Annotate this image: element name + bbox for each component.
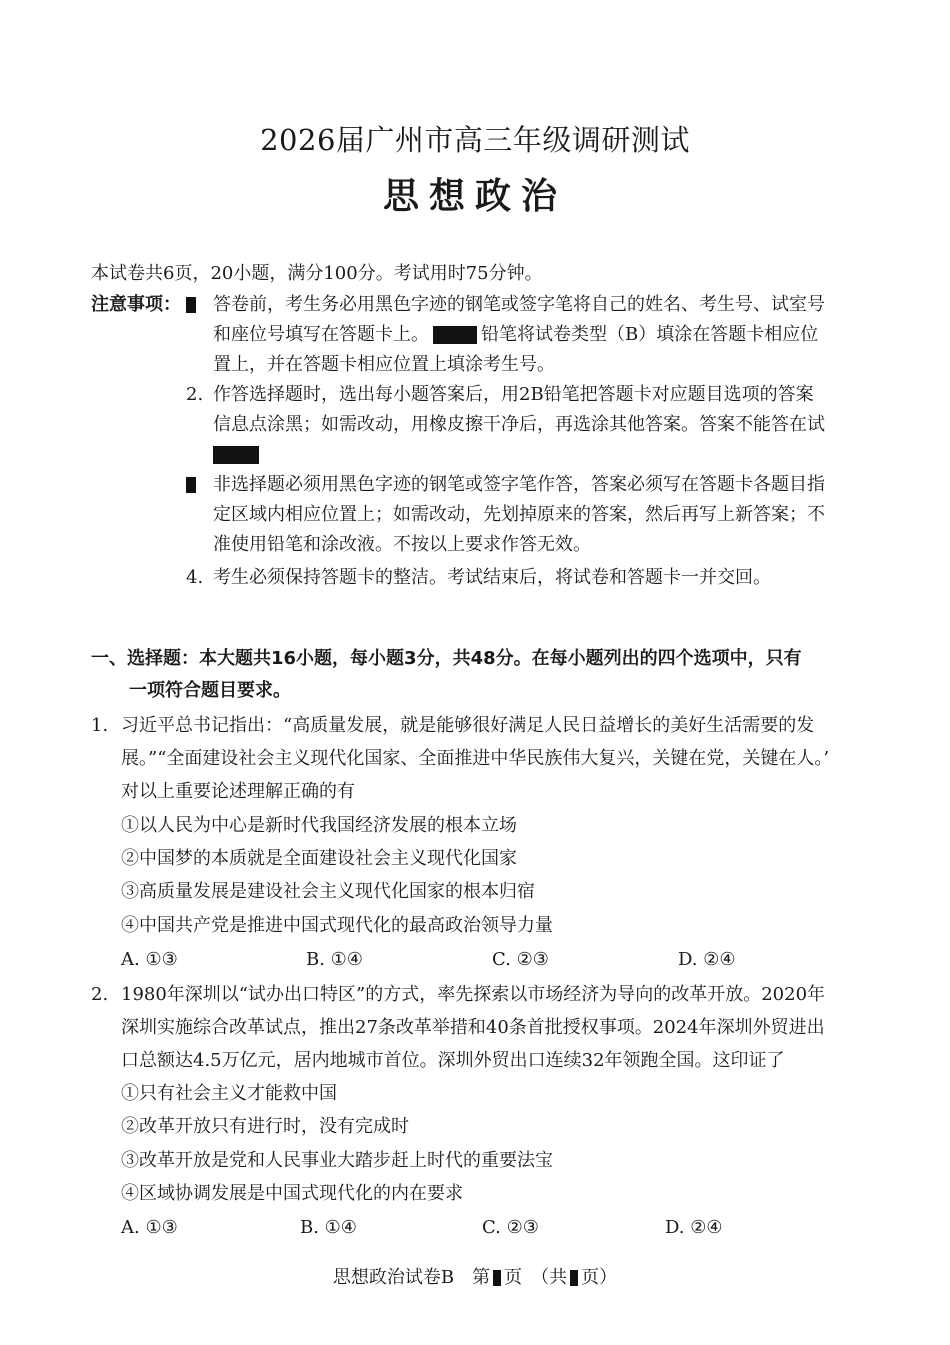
section-1-heading: 一、选择题：本大题共16小题，每小题3分，共48分。在每小题列出的四个选项中，只有 bbox=[91, 648, 802, 669]
notice-item-1-line-2b: 铅笔将试卷类型（B）填涂在答题卡相应位 bbox=[481, 324, 819, 345]
redacted-total-pages bbox=[570, 1270, 578, 1286]
question-1-line-3: 对以上重要论述理解正确的有 bbox=[121, 781, 355, 802]
question-2-line-1: 1980年深圳以“试办出口特区”的方式，率先探索以市场经济为导向的改革开放。2020年 bbox=[121, 984, 826, 1005]
question-2-option-a: A. ①③ bbox=[121, 1217, 178, 1238]
footer-part-3: 页） bbox=[581, 1267, 618, 1288]
notice-item-2-line-2: 信息点涂黑；如需改动，用橡皮擦干净后，再选涂其他答案。答案不能答在试 bbox=[213, 414, 825, 435]
page-footer bbox=[0, 1263, 950, 1289]
notice-label: 注意事项： bbox=[91, 294, 181, 315]
notice-item-4-line-1: 考生必须保持答题卡的整洁。考试结束后，将试卷和答题卡一并交回。 bbox=[213, 567, 771, 588]
notice-item-1-number bbox=[186, 293, 200, 317]
notice-item-3-number bbox=[186, 473, 200, 497]
exam-title: 2026届广州市高三年级调研测试 bbox=[260, 123, 690, 157]
question-1-option-a: A. ①③ bbox=[121, 949, 178, 970]
question-2-statement-1: ①只有社会主义才能救中国 bbox=[121, 1083, 337, 1104]
notice-item-1-line-2a: 和座位号填写在答题卡上。 bbox=[213, 324, 429, 345]
notice-item-1-line-3: 置上，并在答题卡相应位置上填涂考生号。 bbox=[213, 354, 555, 375]
section-1-heading-line-2: 一项符合题目要求。 bbox=[129, 680, 291, 701]
notice-item-4-number: 4. bbox=[186, 567, 204, 588]
question-2-statement-4: ④区域协调发展是中国式现代化的内在要求 bbox=[121, 1183, 463, 1204]
notice-item-3-line-2: 定区域内相应位置上；如需改动，先划掉原来的答案，然后再写上新答案；不 bbox=[213, 504, 825, 525]
redaction-block bbox=[213, 446, 259, 464]
question-1-number: 1. bbox=[91, 715, 109, 736]
footer-part-2: 页 （共 bbox=[504, 1267, 568, 1288]
redacted-page-number bbox=[493, 1270, 501, 1286]
notice-item-2-line-3 bbox=[213, 443, 259, 467]
question-1-line-2: 展。”“全面建设社会主义现代化国家、全面推进中华民族伟大复兴，关键在党，关键在人。’ bbox=[121, 748, 830, 769]
notice-item-2-number: 2. bbox=[186, 384, 204, 405]
question-2-option-c: C. ②③ bbox=[482, 1217, 539, 1238]
question-1-option-b: B. ①④ bbox=[306, 949, 363, 970]
notice-item-2-line-1: 作答选择题时，选出每小题答案后，用2B铅笔把答题卡对应题目选项的答案 bbox=[213, 384, 814, 405]
question-2-number: 2. bbox=[91, 984, 109, 1005]
notice-item-3-line-3: 准使用铅笔和涂改液。不按以上要求作答无效。 bbox=[213, 534, 591, 555]
question-1-statement-2: ②中国梦的本质就是全面建设社会主义现代化国家 bbox=[121, 848, 517, 869]
question-1-statement-1: ①以人民为中心是新时代我国经济发展的根本立场 bbox=[121, 815, 517, 836]
question-1-statement-3: ③高质量发展是建设社会主义现代化国家的根本归宿 bbox=[121, 881, 535, 902]
question-1-line-1: 习近平总书记指出：“高质量发展，就是能够很好满足人民日益增长的美好生活需要的发 bbox=[121, 715, 815, 736]
question-1-option-d: D. ②④ bbox=[678, 949, 736, 970]
question-1-statement-4: ④中国共产党是推进中国式现代化的最高政治领导力量 bbox=[121, 915, 553, 936]
question-2-line-3: 口总额达4.5万亿元，居内地城市首位。深圳外贸出口连续32年领跑全国。这印证了 bbox=[121, 1050, 785, 1071]
subject-title: 思想政治 bbox=[382, 176, 567, 217]
exam-intro: 本试卷共6页，20小题，满分100分。考试用时75分钟。 bbox=[91, 263, 543, 284]
notice-item-1-line-1: 答卷前，考生务必用黑色字迹的钢笔或签字笔将自己的姓名、考生号、试室号 bbox=[213, 294, 825, 315]
redaction-block bbox=[433, 326, 477, 344]
question-2-statement-2: ②改革开放只有进行时，没有完成时 bbox=[121, 1116, 409, 1137]
question-2-line-2: 深圳实施综合改革试点，推出27条改革举措和40条首批授权事项。2024年深圳外贸进出 bbox=[121, 1017, 825, 1038]
notice-item-1-line-2 bbox=[213, 323, 818, 347]
footer-part-1: 思想政治试卷B 第 bbox=[332, 1267, 491, 1288]
question-2-statement-3: ③改革开放是党和人民事业大踏步赶上时代的重要法宝 bbox=[121, 1150, 553, 1171]
question-2-option-b: B. ①④ bbox=[300, 1217, 357, 1238]
question-1-option-c: C. ②③ bbox=[492, 949, 549, 970]
notice-item-3-line-1: 非选择题必须用黑色字迹的钢笔或签字笔作答，答案必须写在答题卡各题目指 bbox=[213, 474, 825, 495]
redacted-number bbox=[186, 477, 196, 493]
redacted-number bbox=[186, 297, 196, 313]
question-2-option-d: D. ②④ bbox=[665, 1217, 723, 1238]
